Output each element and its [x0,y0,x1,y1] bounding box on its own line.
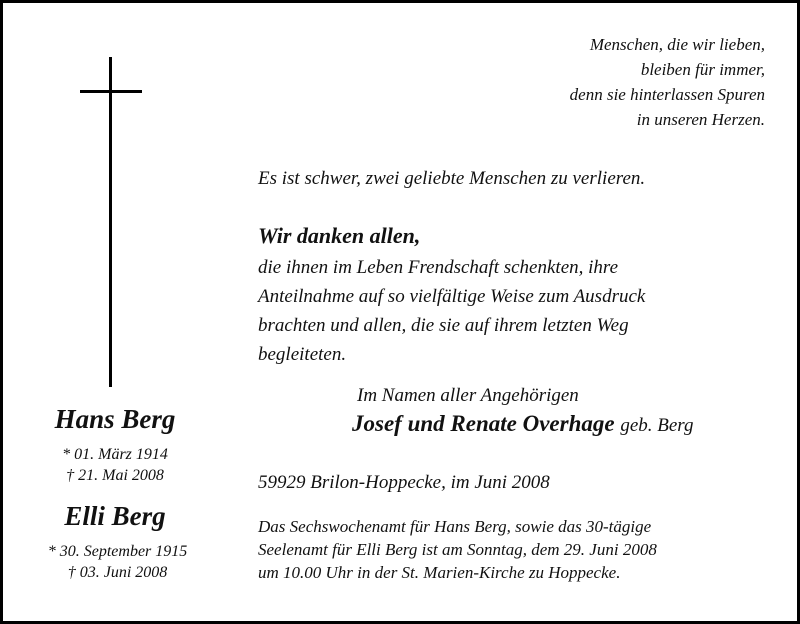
mass-line: um 10.00 Uhr in der St. Marien-Kirche zu Hoppecke. [258,563,621,582]
deceased-died-1: † 21. Mai 2008 [66,467,164,484]
poem-line: in unseren Herzen. [636,110,765,129]
deceased-born-2: * 30. September 1915 [47,543,188,560]
thanks-line: begleiteten. [258,344,347,365]
intro-text: Es ist schwer, zwei geliebte Menschen zu verlieren. [258,168,646,189]
family-name: Josef und Renate Overhage [352,411,615,436]
deceased-born-1: * 01. März 1914 [62,446,168,463]
maiden-name: geb. Berg [620,415,694,436]
thanks-line: brachten und allen, die sie auf ihrem letzten Weg [258,315,629,336]
deceased-died-2: † 03. Juni 2008 [67,564,168,581]
thanks-line: Anteilnahme auf so vielfältige Weise zum Ausdruck [258,286,646,307]
thanks-heading: Wir danken allen, [258,223,421,248]
cross-horizontal-bar [80,90,142,93]
on-behalf-text: Im Namen aller Angehörigen [357,385,579,406]
poem-line: Menschen, die wir lieben, [589,35,765,54]
poem [570,32,765,132]
mass-announcement [258,515,657,584]
family-signature [352,411,694,437]
deceased-name-2: Elli Berg [64,501,166,531]
place-date: 59929 Brilon-Hoppecke, im Juni 2008 [258,472,550,493]
poem-line: bleiben für immer, [640,60,765,79]
poem-line: denn sie hinterlassen Spuren [569,85,765,104]
mass-line: Seelenamt für Elli Berg ist am Sonntag, dem 29. Juni 2008 [258,540,657,559]
cross-vertical-bar [109,57,112,387]
thanks-body [258,253,645,369]
thanks-line: die ihnen im Leben Frendschaft schenkten, ihre [258,257,619,278]
deceased-name-1: Hans Berg [54,404,176,434]
mass-line: Das Sechswochenamt für Hans Berg, sowie das 30-tägige [258,517,652,536]
